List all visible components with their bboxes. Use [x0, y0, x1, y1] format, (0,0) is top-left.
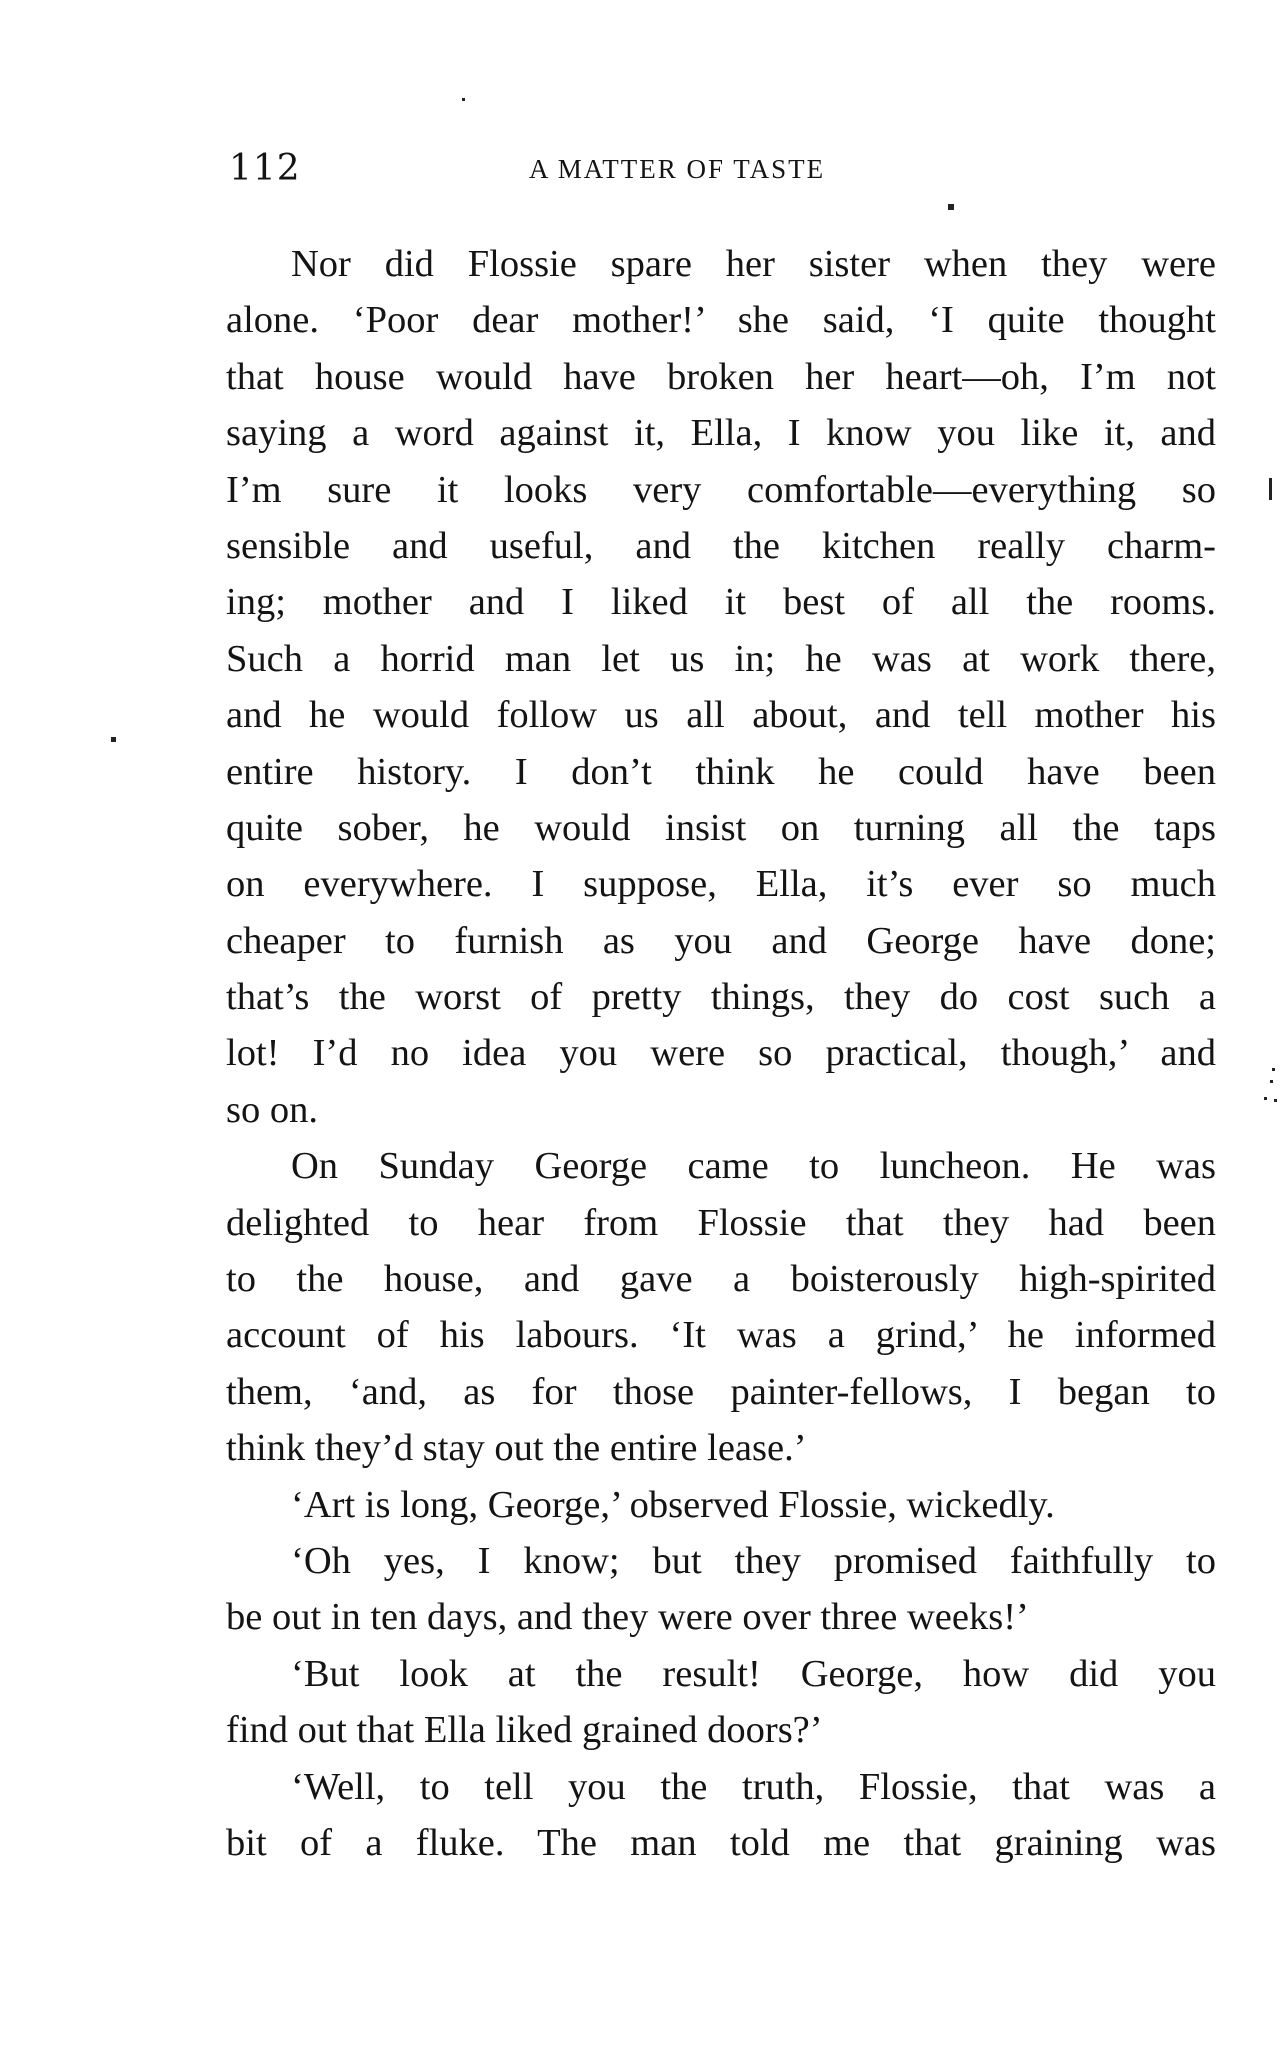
- paragraph: [226, 1759, 1216, 1872]
- text-line: find out that Ella liked grained doors?’: [226, 1709, 823, 1752]
- scan-speck: [1264, 1097, 1267, 1100]
- paragraph: [226, 236, 1216, 1138]
- paragraph: [226, 1533, 1216, 1646]
- running-title: A MATTER OF TASTE: [529, 154, 826, 184]
- text-line: account of his labours. ‘It was a grind,’ he informed: [226, 1314, 1216, 1357]
- text-line: saying a word against it, Ella, I know you like it, and: [226, 412, 1216, 455]
- scan-speck: [1269, 478, 1272, 500]
- text-line: I’m sure it looks very comfortable—everything so: [226, 468, 1216, 511]
- text-line: ing; mother and I liked it best of all the rooms.: [226, 581, 1216, 624]
- text-line: think they’d stay out the entire lease.’: [226, 1427, 807, 1470]
- text-line: ‘Art is long, George,’ observed Flossie, wickedly.: [291, 1483, 1055, 1526]
- text-line: so on.: [226, 1088, 318, 1131]
- scan-speck: [1274, 1099, 1277, 1102]
- text-line: that’s the worst of pretty things, they do cost such a: [226, 976, 1216, 1019]
- text-line: entire history. I don’t think he could have been: [226, 750, 1216, 793]
- text-line: on everywhere. I suppose, Ella, it’s ever so much: [226, 863, 1216, 906]
- scan-speck: [948, 204, 954, 210]
- body-text: [226, 236, 1216, 1871]
- text-line: alone. ‘Poor dear mother!’ she said, ‘I quite thought: [226, 299, 1216, 342]
- paragraph: [226, 1646, 1216, 1759]
- text-line: ‘But look at the result! George, how did you: [291, 1652, 1216, 1695]
- text-line: lot! I’d no idea you were so practical, though,’ and: [226, 1032, 1216, 1075]
- scan-speck: [462, 98, 465, 101]
- text-line: bit of a fluke. The man told me that graining was: [226, 1821, 1216, 1864]
- text-line: ‘Oh yes, I know; but they promised faithfully to: [291, 1539, 1216, 1582]
- text-line: On Sunday George came to luncheon. He was: [291, 1145, 1216, 1188]
- text-line: to the house, and gave a boisterously high-spirited: [226, 1258, 1216, 1301]
- text-line: ‘Well, to tell you the truth, Flossie, that was a: [291, 1765, 1216, 1808]
- paragraph: [226, 1477, 1216, 1533]
- text-line: that house would have broken her heart—oh, I’m not: [226, 355, 1216, 398]
- paragraph: [226, 1138, 1216, 1476]
- text-line: be out in ten days, and they were over three weeks!’: [226, 1596, 1029, 1639]
- text-line: and he would follow us all about, and tell mother his: [226, 694, 1216, 737]
- text-line: Nor did Flossie spare her sister when they were: [291, 243, 1216, 285]
- scan-speck: [111, 737, 116, 742]
- text-line: sensible and useful, and the kitchen really charm-: [226, 524, 1216, 567]
- scan-speck: [1272, 1068, 1275, 1071]
- page-header: [229, 148, 1222, 198]
- page-number: 112: [229, 148, 301, 189]
- scan-speck: [1270, 1080, 1273, 1083]
- text-line: Such a horrid man let us in; he was at work there,: [226, 637, 1216, 680]
- text-line: cheaper to furnish as you and George have done;: [226, 919, 1216, 962]
- text-line: them, ‘and, as for those painter-fellows, I began to: [226, 1370, 1216, 1413]
- text-line: delighted to hear from Flossie that they had been: [226, 1201, 1216, 1244]
- text-line: quite sober, he would insist on turning all the taps: [226, 806, 1216, 849]
